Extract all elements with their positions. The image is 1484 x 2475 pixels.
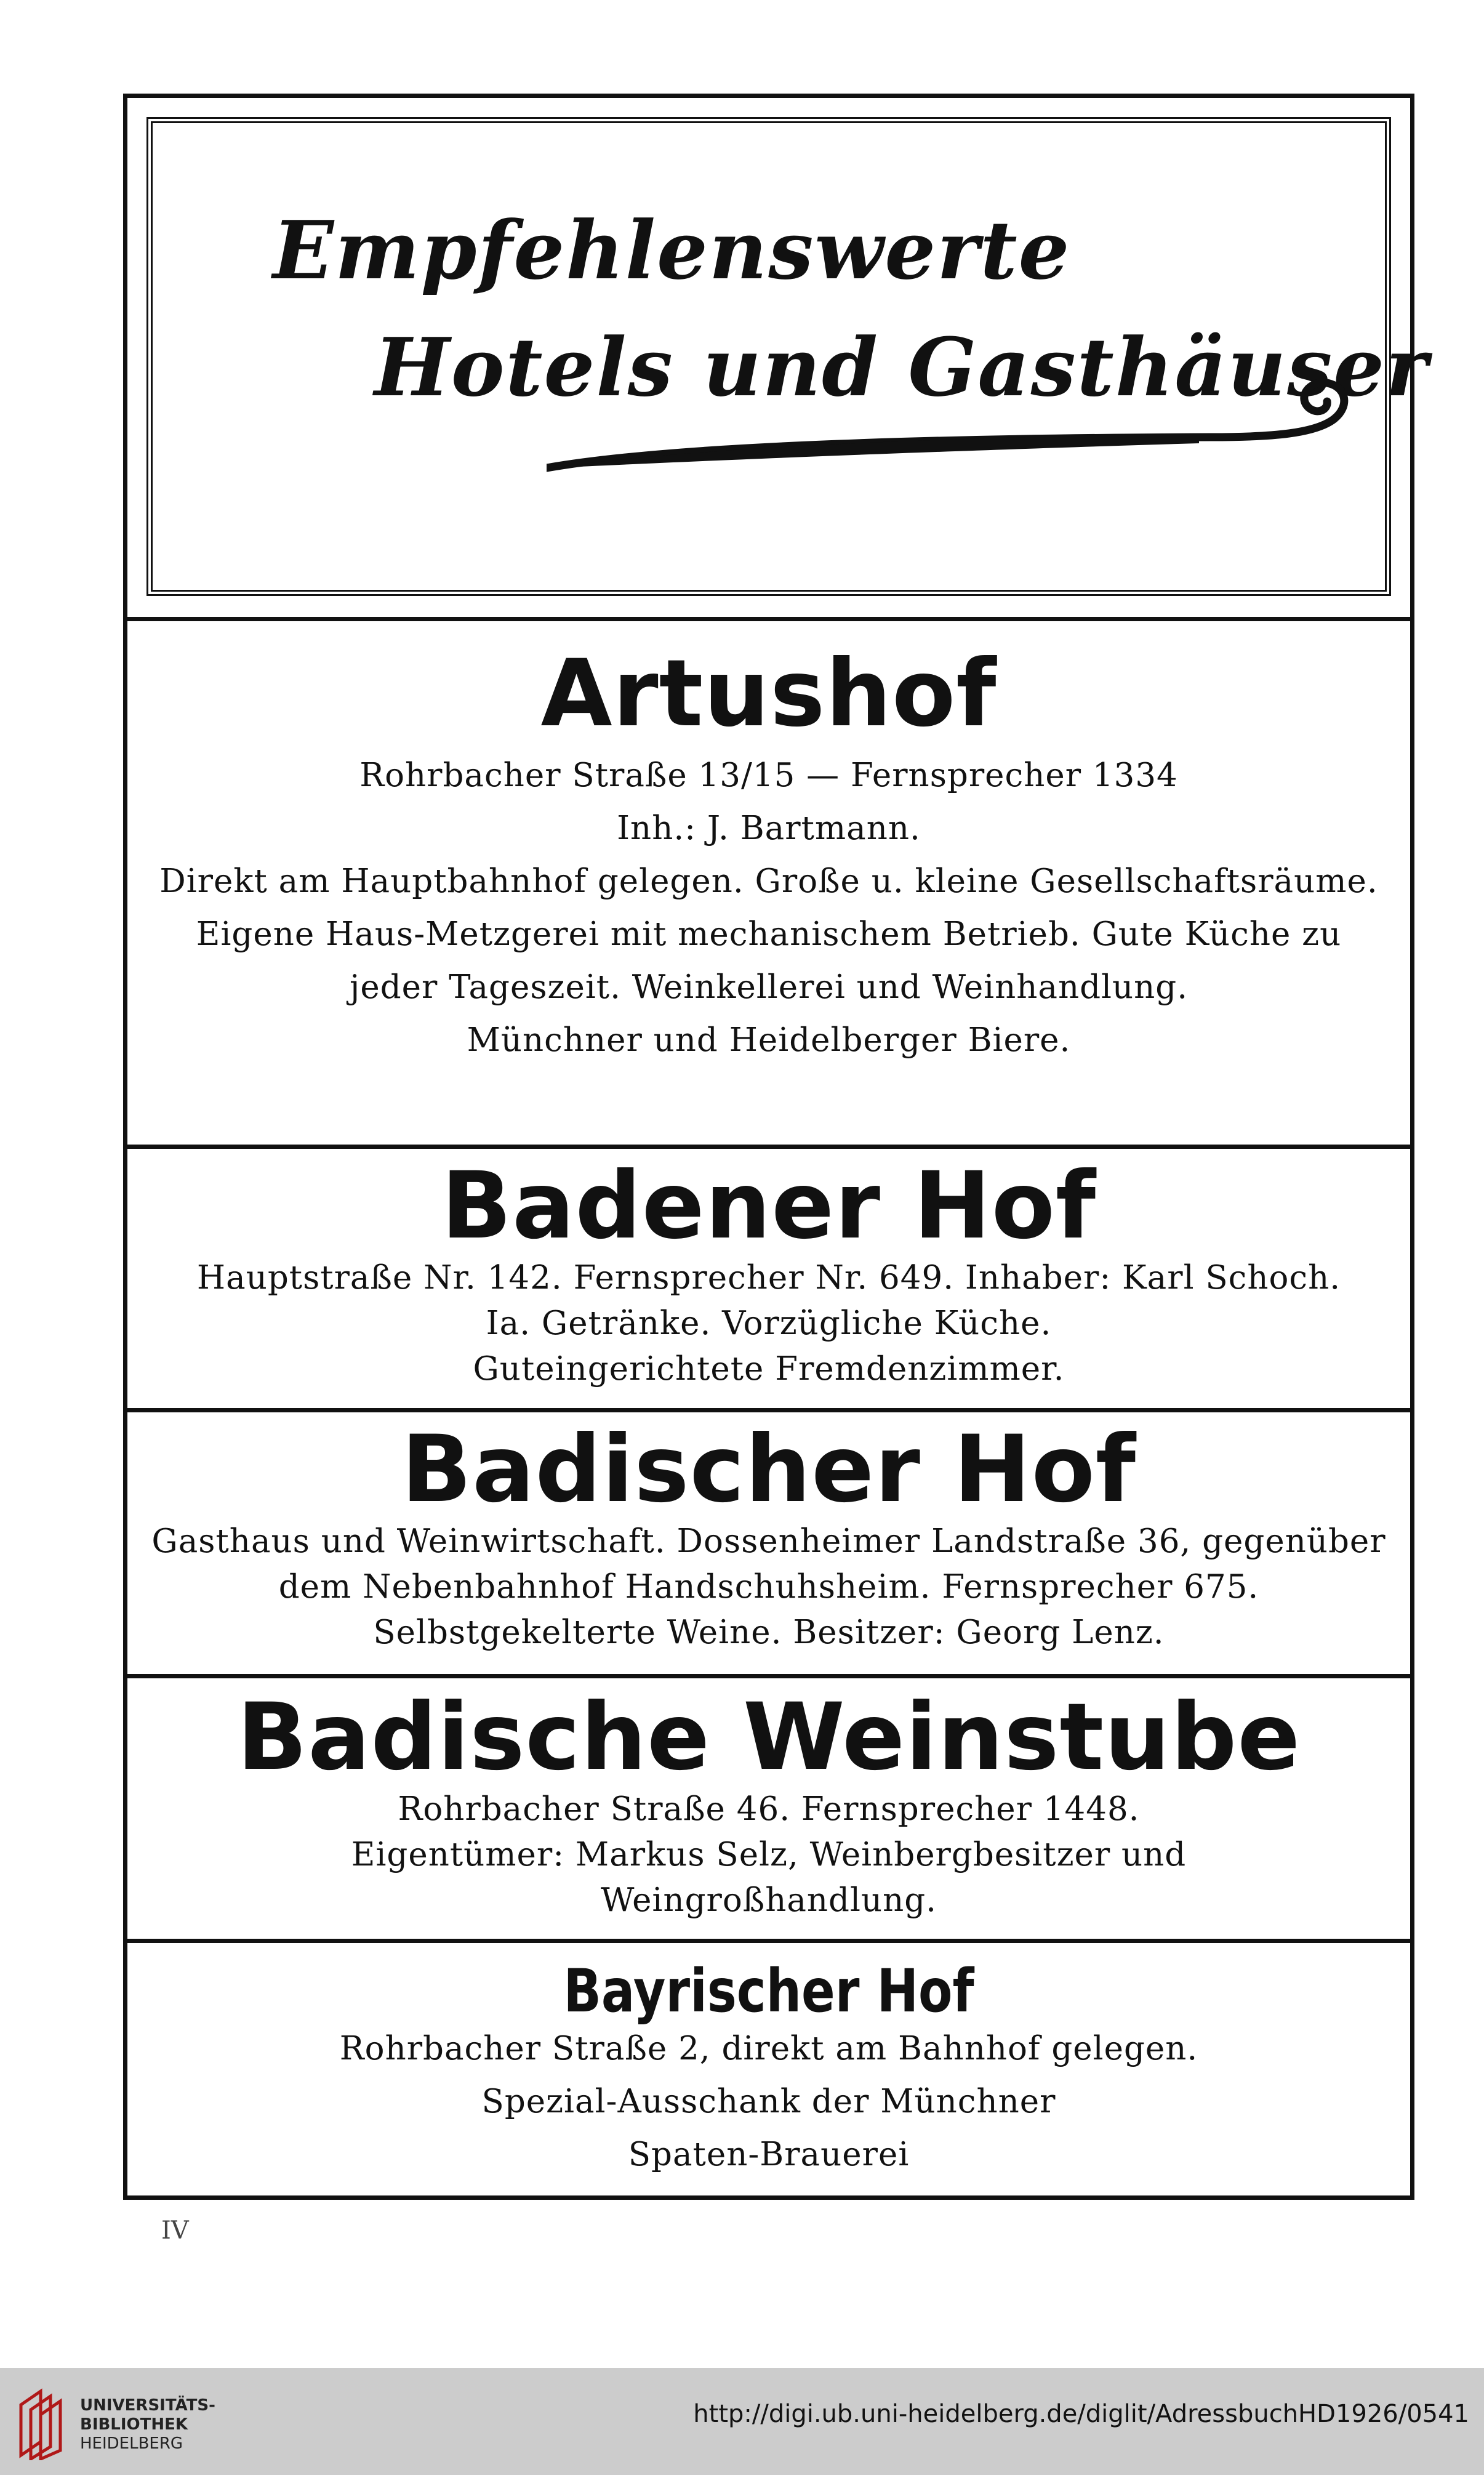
advertisement-frame (123, 94, 1429, 2200)
entry-line: Ia. Getränke. Vorzügliche Küche. (486, 1304, 1052, 1342)
section-divider (127, 1674, 1410, 1678)
library-footer (0, 2368, 1484, 2475)
library-logo-icon (16, 2386, 71, 2460)
section-divider (127, 1145, 1410, 1149)
entry-line: Hauptstraße Nr. 142. Fernsprecher Nr. 649. Inhaber: Karl Schoch. (196, 1258, 1341, 1297)
source-url-link[interactable]: http://digi.ub.uni-heidelberg.de/diglit/AdressbuchHD1926/0541 (693, 2400, 1469, 2428)
entry-badische-weinstube (127, 1684, 1410, 1923)
entry-line: jeder Tageszeit. Weinkellerei und Weinhandlung. (349, 968, 1189, 1006)
entry-line: Spezial-Ausschank der Münchner (481, 2082, 1056, 2120)
entry-bayrischer-hof (127, 1957, 1410, 2181)
entry-line: Gasthaus und Weinwirtschaft. Dossenheimer Landstraße 36, gegenüber (151, 1522, 1386, 1560)
entry-title: Badische Weinstube (236, 1684, 1301, 1791)
entry-line: Eigentümer: Markus Selz, Weinbergbesitzer und (351, 1835, 1187, 1873)
entry-line: Direkt am Hauptbahnhof gelegen. Große u. kleine Gesellschaftsräume. (159, 862, 1378, 900)
library-name-line3: HEIDELBERG (80, 2434, 183, 2453)
entry-line: Rohrbacher Straße 13/15 — Fernsprecher 1334 (359, 756, 1178, 794)
entry-line: Inh.: J. Bartmann. (617, 809, 921, 847)
header-box (146, 117, 1429, 596)
entry-title: Badener Hof (441, 1153, 1097, 1260)
entry-line: Eigene Haus-Metzgerei mit mechanischem Betrieb. Gute Küche zu (196, 915, 1342, 953)
section-divider (127, 617, 1410, 621)
entry-line: Guteingerichtete Fremdenzimmer. (473, 1350, 1065, 1388)
header-title-line1: Empfehlenswerte (273, 203, 1071, 297)
entry-title: Artushof (540, 640, 997, 747)
library-name-line1: UNIVERSITÄTS- (80, 2396, 215, 2415)
entry-line: Münchner und Heidelberger Biere. (467, 1021, 1071, 1059)
library-name-line2: BIBLIOTHEK (80, 2415, 188, 2434)
library-name (80, 2396, 215, 2453)
entry-badischer-hof (127, 1416, 1410, 1656)
entry-badener-hof (127, 1153, 1410, 1392)
entry-line: Rohrbacher Straße 46. Fernsprecher 1448. (398, 1790, 1140, 1828)
header-title-line2: Hotels und Gasthäuser (374, 320, 1429, 414)
entry-line: Selbstgekelterte Weine. Besitzer: Georg Lenz. (373, 1613, 1165, 1651)
section-divider (127, 1939, 1410, 1943)
entry-title: Badischer Hof (401, 1416, 1137, 1523)
flourish-ornament (547, 369, 1353, 477)
entry-artushof (127, 640, 1410, 1067)
entry-line: dem Nebenbahnhof Handschuhsheim. Fernsprecher 675. (278, 1567, 1259, 1606)
entry-line: Rohrbacher Straße 2, direkt am Bahnhof gelegen. (339, 2029, 1198, 2067)
section-divider (127, 1408, 1410, 1412)
page-number: IV (161, 2216, 189, 2245)
entry-line: Spaten-Brauerei (628, 2135, 910, 2173)
entry-title: Bayrischer Hof (563, 1957, 974, 2026)
entry-line: Weingroßhandlung. (601, 1881, 937, 1919)
